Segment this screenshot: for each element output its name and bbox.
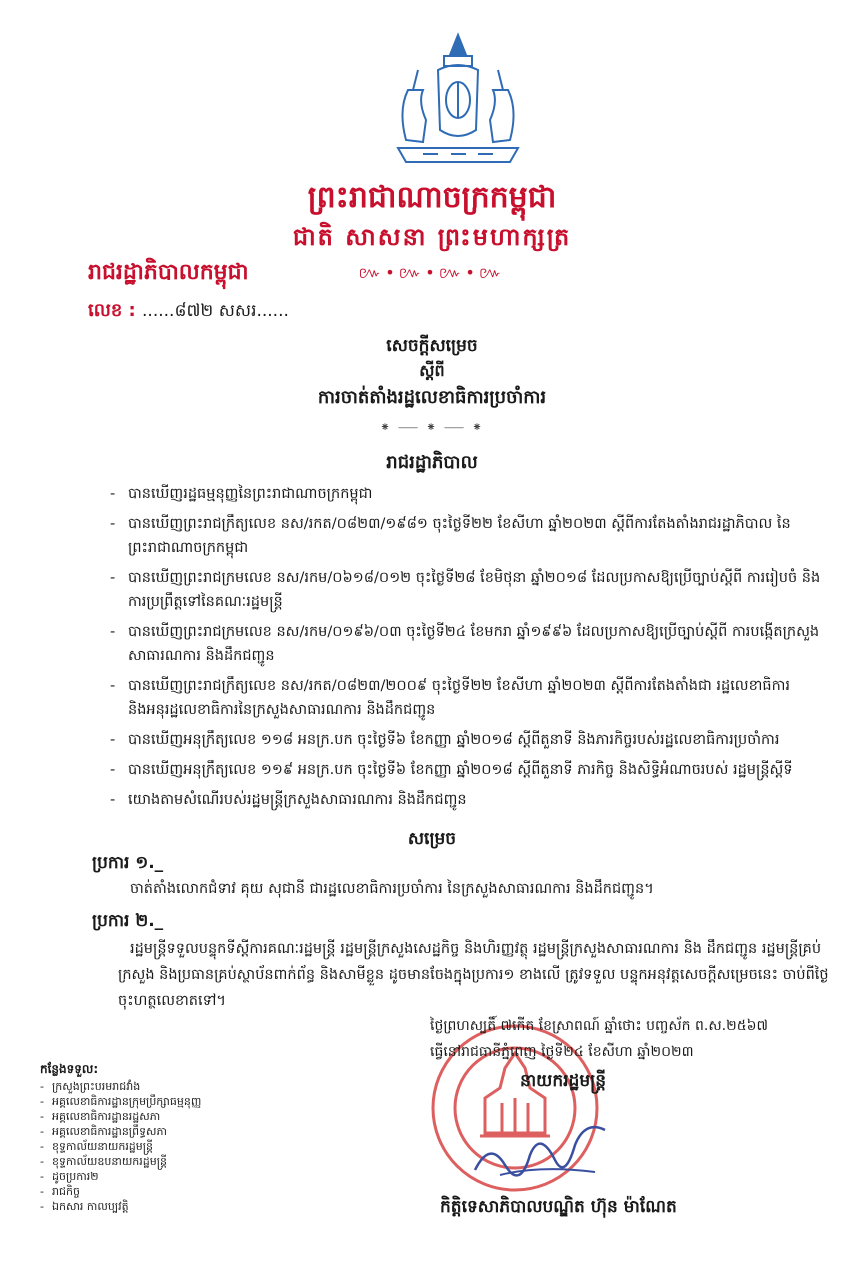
recipient-item: - ដូចប្រការ២ — [40, 1169, 300, 1184]
recipient-item: - អគ្គលេខាធិការដ្ឋានក្រុមប្រឹក្សាធម្មនុញ្ញ — [40, 1094, 300, 1109]
article-1-text: ចាត់តាំងលោកជំទាវ គុយ សុជានី ជារដ្ឋលេខាធិការប្រចាំការ នៃក្រសួងសាធារណការ និងដឹកជញ្ជូន។ — [130, 881, 654, 897]
motto-ornament: ៚•៚•៚•៚ — [358, 263, 506, 282]
royal-coat-of-arms-emblem — [378, 30, 538, 170]
recital-item: - បានឃើញអនុក្រឹត្យលេខ ១១៩ អនក្រ.បក ចុះថ្ងៃទី៦ ខែកញ្ញា ឆ្នាំ២០១៨ ស្តីពីតួនាទី ភារកិច្ច និងសិទ្ធិអំណាចរបស់ រដ្ឋមន្ត្រីស្តីទី — [110, 758, 826, 782]
article-1-heading: ប្រការ ១._ — [92, 853, 164, 873]
recipient-item: - អគ្គលេខាធិការដ្ឋានរដ្ឋសភា — [40, 1109, 300, 1124]
recipients-list — [40, 1062, 300, 1214]
number-label: លេខ : — [88, 300, 136, 321]
recipient-item: - ខុទ្ទកាល័យនាយករដ្ឋមន្ត្រី — [40, 1139, 300, 1154]
recital-item: - បានឃើញអនុក្រឹត្យលេខ ១១៨ អនក្រ.បក ចុះថ្ងៃទី៦ ខែកញ្ញា ឆ្នាំ២០១៨ ស្តីពីតួនាទី និងភារកិច្ចរបស់រដ្ឋលេខាធិការប្រចាំការ — [110, 728, 826, 752]
recitals-list — [110, 482, 826, 818]
separator-ornament: ⁕ ⸺ ⁕ ⸺ ⁕ — [379, 420, 485, 434]
recipient-item: - ខុទ្ទកាល័យឧបនាយករដ្ឋមន្ត្រី — [40, 1154, 300, 1169]
signer-name: កិត្តិទេសាភិបាលបណ្ឌិត ហ៊ុន ម៉ាណែត — [440, 1197, 677, 1217]
recital-item: - បានឃើញរដ្ឋធម្មនុញ្ញនៃព្រះរាជាណាចក្រកម្ពុជា — [110, 482, 826, 506]
recipient-item: - ឯកសារ កាលប្បវត្តិ — [40, 1199, 300, 1214]
recital-item: - បានឃើញព្រះរាជក្រមលេខ នស/រកម/០៦១៨/០១២ ចុះថ្ងៃទី២៨ ខែមិថុនា ឆ្នាំ២០១៨ ដែលប្រកាសឱ្យប្រើច្បាប់ស្តីពី ការរៀបចំ និងការប្រព្រឹត្តទៅនៃគណៈរដ្ឋមន្ត្រី — [110, 566, 826, 614]
recital-item: - បានឃើញព្រះរាជក្រឹត្យលេខ នស/រកត/០៨២៣/២០០៩ ចុះថ្ងៃទី២២ ខែសីហា ឆ្នាំ២០២៣ ស្តីពីការតែងតាំងជា រដ្ឋលេខាធិការ និងអនុរដ្ឋលេខាធិការនៃក្រសួងសាធារណការ និងដឹកជញ្ជូន — [110, 674, 826, 722]
decision-heading: សេចក្តីសម្រេច — [386, 336, 478, 356]
prime-minister-title: នាយករដ្ឋមន្ត្រី — [520, 1071, 606, 1091]
decision-subject: ការចាត់តាំងរដ្ឋលេខាធិការប្រចាំការ — [317, 387, 547, 408]
recipients-title: កន្លែងទទួល: — [40, 1062, 99, 1076]
recital-item: - បានឃើញព្រះរាជក្រមលេខ នស/រកម/០១៩៦/០៣ ចុះថ្ងៃទី២៤ ខែមករា ឆ្នាំ១៩៩៦ ដែលប្រកាសឱ្យប្រើច្បាប់ស្តីពី ការបង្កើតក្រសួងសាធារណការ និងដឹកជញ្ជូន — [110, 620, 826, 668]
recital-item: - យោងតាមសំណើរបស់រដ្ឋមន្ត្រីក្រសួងសាធារណការ និងដឹកជញ្ជូន — [110, 788, 826, 812]
recipient-item: - រាជកិច្ច — [40, 1184, 300, 1199]
solar-date: ធ្វើនៅរាជធានីភ្នំពេញ ថ្ងៃទី២៤ ខែសីហា ឆ្នាំ២០២៣ — [430, 1044, 694, 1060]
document-number — [88, 298, 289, 325]
regarding-label: ស្តីពី — [419, 361, 445, 380]
national-motto: ជាតិ សាសនា ព្រះមហាក្សត្រ — [292, 223, 572, 251]
kingdom-title: ព្រះរាជាណាចក្រកម្ពុជា — [307, 180, 557, 215]
issuer-name: រាជរដ្ឋាភិបាលកម្ពុជា — [88, 260, 249, 285]
recipient-item: - ក្រសួងព្រះបរមរាជវាំង — [40, 1079, 300, 1094]
lunar-date: ថ្ងៃព្រហស្បតិ៍ ៧កើត ខែស្រាពណ៍ ឆ្នាំថោះ បញ្ចស័ក ព.ស.២៥៦៧ — [430, 1018, 769, 1034]
recital-item: - បានឃើញព្រះរាជក្រឹត្យលេខ នស/រកត/០៨២៣/១៩៨១ ចុះថ្ងៃទី២២ ខែសីហា ឆ្នាំ២០២៣ ស្តីពីការតែងតាំងរាជរដ្ឋាភិបាល នៃព្រះរាជាណាចក្រកម្ពុជា — [110, 512, 826, 560]
recipient-item: - អគ្គលេខាធិការដ្ឋានព្រឹទ្ធសភា — [40, 1124, 300, 1139]
decides-heading: សម្រេច — [407, 829, 457, 849]
article-2-heading: ប្រការ ២._ — [92, 911, 164, 931]
number-value: ......៨៧២ សសរ...... — [142, 301, 289, 321]
government-heading: រាជរដ្ឋាភិបាល — [386, 452, 478, 473]
article-2-text: រដ្ឋមន្ត្រីទទួលបន្ទុកទីស្តីការគណៈរដ្ឋមន្ត្រី រដ្ឋមន្ត្រីក្រសួងសេដ្ឋកិច្ច និងហិរញ្ញវត្ថុ រដ្ឋមន្ត្រីក្រសួងសាធារណការ និង ដឹកជញ្ជូន រដ្ឋមន្ត្រីគ្រប់ក្រសួង និងប្រធានគ្រប់ស្ថាប័នពាក់ព័ន្ធ និងសាមីខ្លួន ដូចមានចែងក្នុងប្រការ១ ខាងលើ ត្រូវទទួល បន្ទុកអនុវត្តសេចក្តីសម្រេចនេះ ចាប់ពីថ្ងៃចុះហត្ថលេខាតទៅ។ — [118, 941, 829, 1009]
handwritten-signature — [470, 1110, 610, 1190]
